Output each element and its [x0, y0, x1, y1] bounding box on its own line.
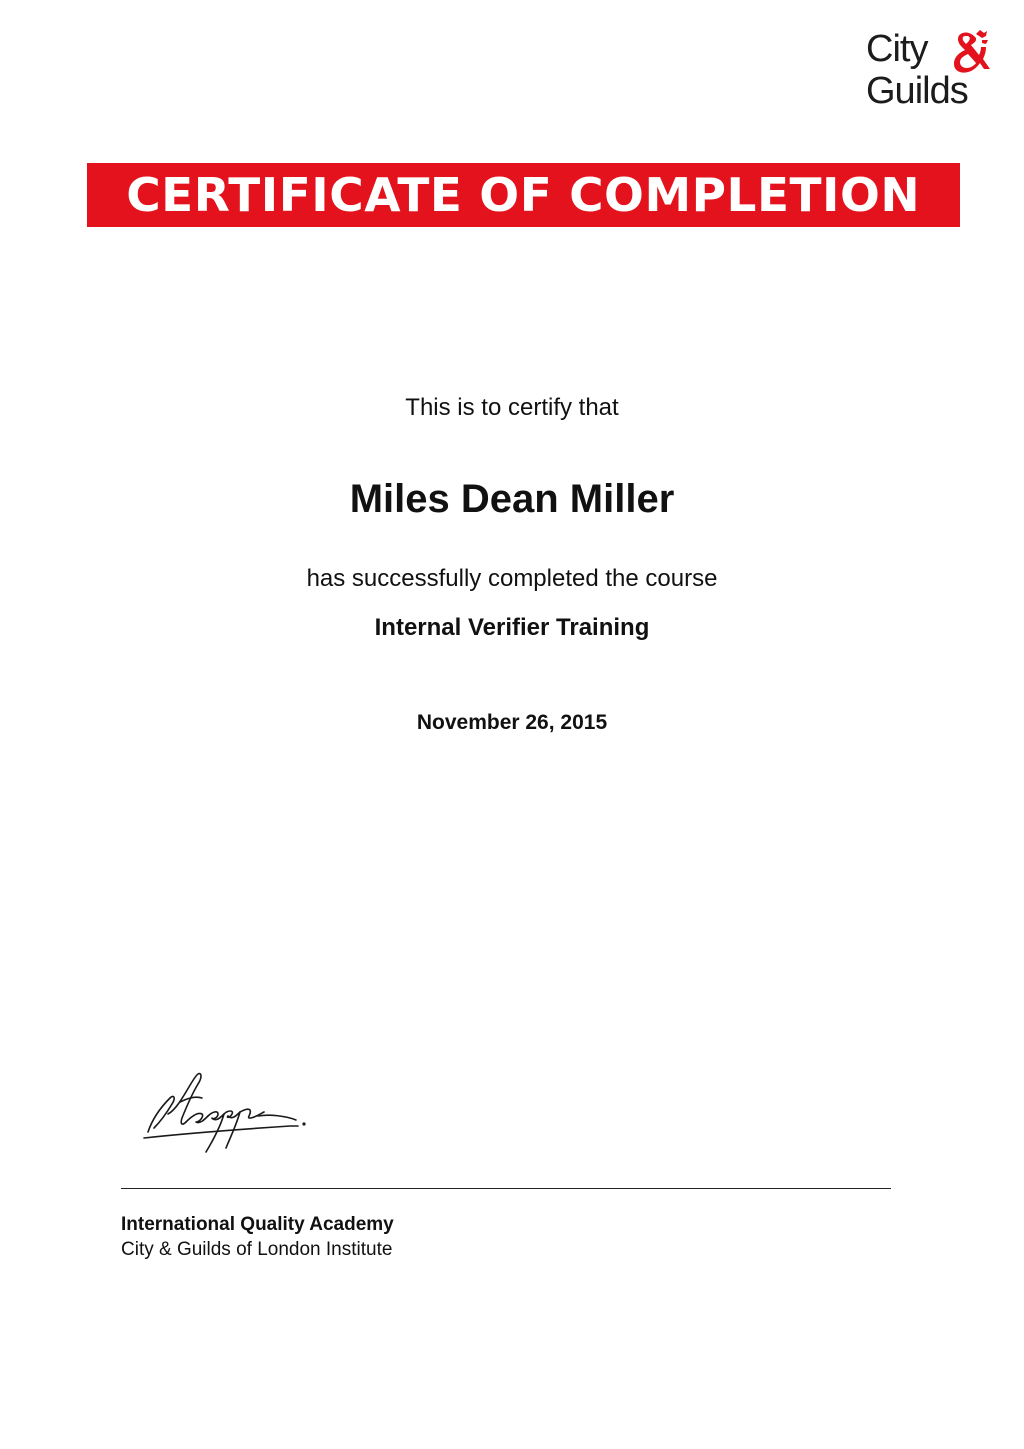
signatory-organization: International Quality Academy: [121, 1214, 394, 1235]
signatory-institute: City & Guilds of London Institute: [121, 1239, 393, 1260]
logo-text-guilds: Guilds: [866, 70, 968, 112]
certificate-title: CERTIFICATE OF COMPLETION: [126, 168, 921, 222]
signature-line: [121, 1188, 891, 1189]
city-and-guilds-logo: [866, 26, 996, 114]
lion-ampersand-icon: [946, 28, 990, 76]
signature-image: [140, 1068, 315, 1160]
completion-statement: has successfully completed the course: [306, 565, 718, 592]
recipient-name: Miles Dean Miller: [349, 477, 675, 521]
course-name: Internal Verifier Training: [374, 614, 650, 641]
logo-text-city: City: [866, 28, 928, 70]
completion-date: November 26, 2015: [416, 711, 608, 734]
certificate-banner: [87, 163, 960, 227]
certify-intro: This is to certify that: [405, 394, 619, 421]
